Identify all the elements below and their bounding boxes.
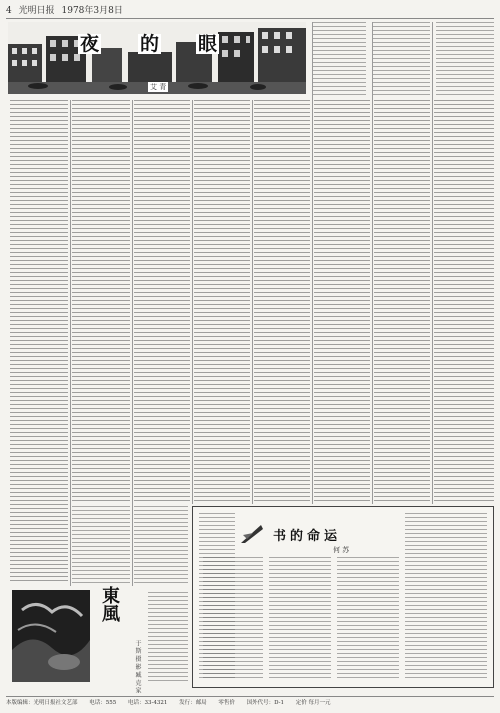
issue-date: 1978年3月8日	[61, 6, 123, 16]
page-number: 4	[6, 6, 12, 16]
boxed-article-column	[405, 513, 487, 681]
feature-title-char-3: 眼	[198, 33, 218, 55]
poem-title: 東風	[99, 586, 120, 622]
boxed-article-column	[337, 557, 399, 681]
column-rule	[432, 22, 433, 504]
boxed-article	[192, 506, 494, 688]
article-column	[314, 100, 370, 504]
boxed-article-column	[203, 557, 263, 681]
poem-photo	[12, 590, 90, 682]
feature-title-char-2: 的	[140, 33, 160, 55]
article-column	[372, 22, 430, 96]
boxed-article-headline: 书的命运	[273, 529, 342, 544]
footer-item: 零售价	[218, 700, 235, 706]
column-rule	[132, 100, 133, 586]
boxed-article-column	[269, 557, 331, 681]
column-rule	[312, 22, 313, 504]
column-rule	[70, 100, 71, 586]
paper-name: 光明日报	[18, 6, 55, 16]
article-column	[312, 22, 366, 96]
footer-item: 电话：33-4321	[128, 700, 168, 706]
article-column	[374, 100, 430, 504]
footer-item: 发行：邮局	[179, 700, 207, 706]
feature-banner	[8, 22, 306, 94]
article-column	[254, 100, 310, 504]
article-column	[10, 100, 68, 584]
page-footer	[6, 696, 494, 709]
article-column	[436, 22, 494, 96]
article-column	[72, 506, 130, 586]
article-column	[72, 100, 130, 504]
article-column	[148, 592, 188, 684]
masthead	[6, 4, 494, 19]
article-column	[134, 100, 190, 504]
quill-decoration-icon	[239, 523, 265, 545]
article-column	[434, 100, 494, 504]
feature-author: 艾 青	[150, 83, 167, 91]
footer-item: 本版编辑：光明日报社文艺部	[6, 700, 78, 706]
boxed-article-byline: 何 苏	[333, 546, 350, 554]
column-rule	[372, 22, 373, 504]
footer-item: 国外代号：D-1	[246, 700, 285, 706]
column-rule	[252, 100, 253, 504]
article-column	[134, 506, 188, 586]
footer-item: 定价 每月一元	[295, 700, 331, 706]
column-rule	[192, 100, 193, 504]
footer-item: 电话：555	[89, 700, 117, 706]
poem-credit: 于 斯 摄 影 臧 克 家	[134, 640, 141, 694]
feature-title-char-1: 夜	[80, 33, 100, 55]
article-column	[194, 100, 250, 504]
